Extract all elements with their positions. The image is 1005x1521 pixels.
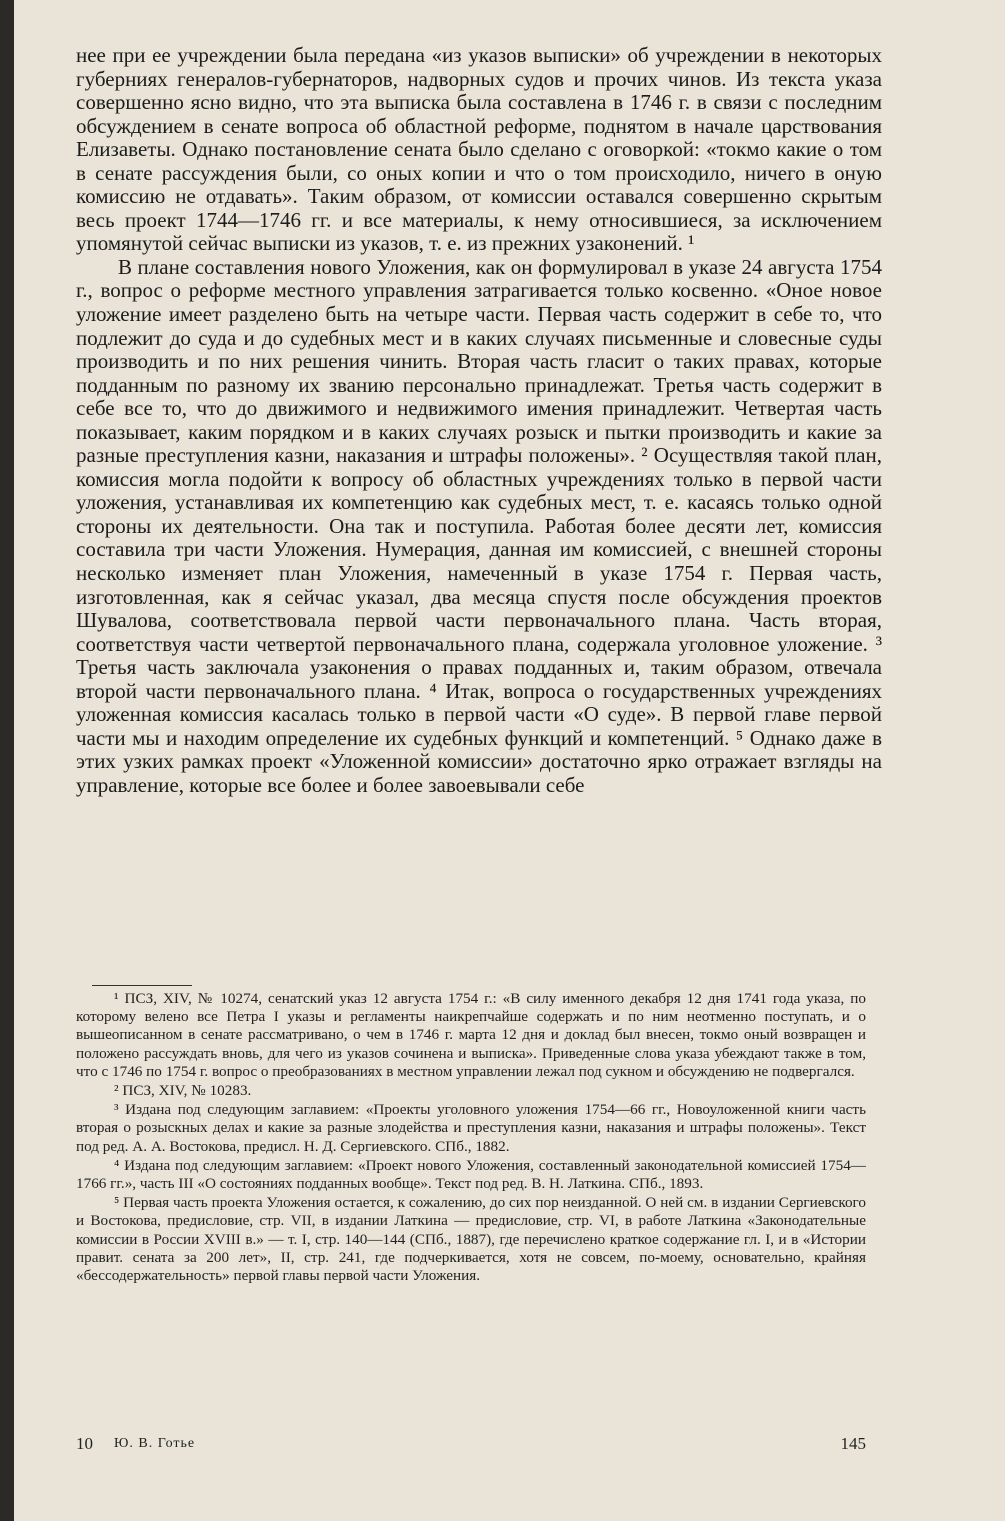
paragraph: нее при ее учреждении была передана «из указов выписки» об учреждении в некоторых губерниях генералов-губернаторов, надворных судов и прочих чинов. Из текста указа совершенно ясно видно, что эта выписка была составлена в 1746 г. в связи с последним обсуждением в сенате вопроса об областной реформе, поднятом в начале царствования Елизаветы. Однако постановление сената было сделано с оговоркой: «токмо какие о том в сенате рассуждения были, со оных копии и что о том происходило, ничего в оную комиссию не отдавать». Таким образом, от комиссии оставался совершенно скрытым весь проект 1744—1746 гг. и все материалы, к нему относившиеся, за исключением упомянутой сейчас выписки из указов, т. е. из прежних узаконений. ¹: [76, 43, 882, 256]
footnote: ² ПСЗ, XIV, № 10283.: [114, 1082, 252, 1100]
page-footer: [76, 1434, 866, 1458]
book-page: [14, 0, 1005, 1521]
footnote: ⁵ Первая часть проекта Уложения остается, к сожалению, до сих пор неизданной. О ней см. в издании Сергиевского и Востокова, предисловие, стр. VII, в издании Латкина — предисловие, стр. VI, в работе Латкина «Законодательные комиссии в России XVIII в.» — т. I, стр. 140—144 (СПб., 1887), где перечислено краткое содержание гл. I, и в «Истории правит. сената за 200 лет», II, стр. 241, где подчеркивается, хотя не совсем, по-моему, основательно, крайняя «бессодержательность» первой главы первой части Уложения.: [76, 1194, 866, 1285]
page-number: 145: [840, 1434, 866, 1453]
signature-mark: 10: [76, 1434, 93, 1453]
footnote: ³ Издана под следующим заглавием: «Проекты уголовного уложения 1754—66 гг., Новоуложенной книги часть вторая о розыскных делах и какие за разные злодейства и преступления казни, наказания и штрафы положены». Текст под ред. А. А. Востокова, предисл. Н. Д. Сергиевского. СПб., 1882.: [76, 1101, 866, 1155]
paragraph: В плане составления нового Уложения, как он формулировал в указе 24 августа 1754 г., вопрос о реформе местного управления затрагивается только косвенно. «Оное новое уложение имеет разделено быть на четыре части. Первая часть содержит в себе то, что подлежит до суда и до судебных мест и в каких случаях письменные и словесные суды производить и по них решения чинить. Вторая часть гласит о таких правах, которые подданным по разному их званию персонально принадлежат. Третья часть содержит в себе все то, что до движимого и недвижимого имения принадлежит. Четвертая часть показывает, каким порядком и в каких случаях розыск и пытки производить и какие за разные преступления казни, наказания и штрафы положены». ² Осуществляя такой план, комиссия могла подойти к вопросу об областных учреждениях только в первой части уложения, устанавливая их компетенцию как судебных мест, т. е. касаясь только одной стороны их деятельности. Она так и поступила. Работая более десяти лет, комиссия составила три части Уложения. Нумерация, данная им комиссией, с внешней стороны несколько изменяет план Уложения, намеченный в указе 1754 г. Первая часть, изготовленная, как я сейчас указал, два месяца спустя после обсуждения проектов Шувалова, соответствовала первой части первоначального плана. Часть вторая, соответствуя части четвертой первоначального плана, содержала уголовное уложение. ³ Третья часть заключала узаконения о правах подданных и, таким образом, отвечала второй части первоначального плана. ⁴ Итак, вопроса о государственных учреждениях уложенная комиссия касалась только в первой части «О суде». В первой главе первой части мы и находим определение их судебных функций и компетенций. ⁵ Однако даже в этих узких рамках проект «Уложенной комиссии» достаточно ярко отражает взгляды на управление, которые все более и более завоевывали себе: [76, 254, 882, 797]
footnotes: [76, 990, 866, 1286]
footnote: ¹ ПСЗ, XIV, № 10274, сенатский указ 12 августа 1754 г.: «В силу именного декабря 12 дня 1741 года указа, по которому велено все Петра I указы и регламенты наикрепчайше содержать и по ним неотменно поступать, и о вышеописанном в сенате рассматривано, о чем в 1746 г. марта 12 дня и доклад был внесен, токмо оный возвращен и положено рассуждать вновь, для чего из указов сочинена и выписка». Приведенные слова указа убеждают также в том, что с 1746 по 1754 г. вопрос о преобразованиях в местном управлении лежал под сукном и обсуждению не подвергался.: [76, 990, 866, 1080]
footnote: ⁴ Издана под следующим заглавием: «Проект нового Уложения, составленный законодательной комиссией 1754—1766 гг.», часть III «О состояниях подданных вообще». Текст под ред. В. Н. Латкина. СПб., 1893.: [76, 1156, 866, 1193]
footnote-divider: [92, 985, 192, 986]
main-text: [76, 44, 882, 798]
author-mark: Ю. В. Готье: [114, 1436, 196, 1451]
